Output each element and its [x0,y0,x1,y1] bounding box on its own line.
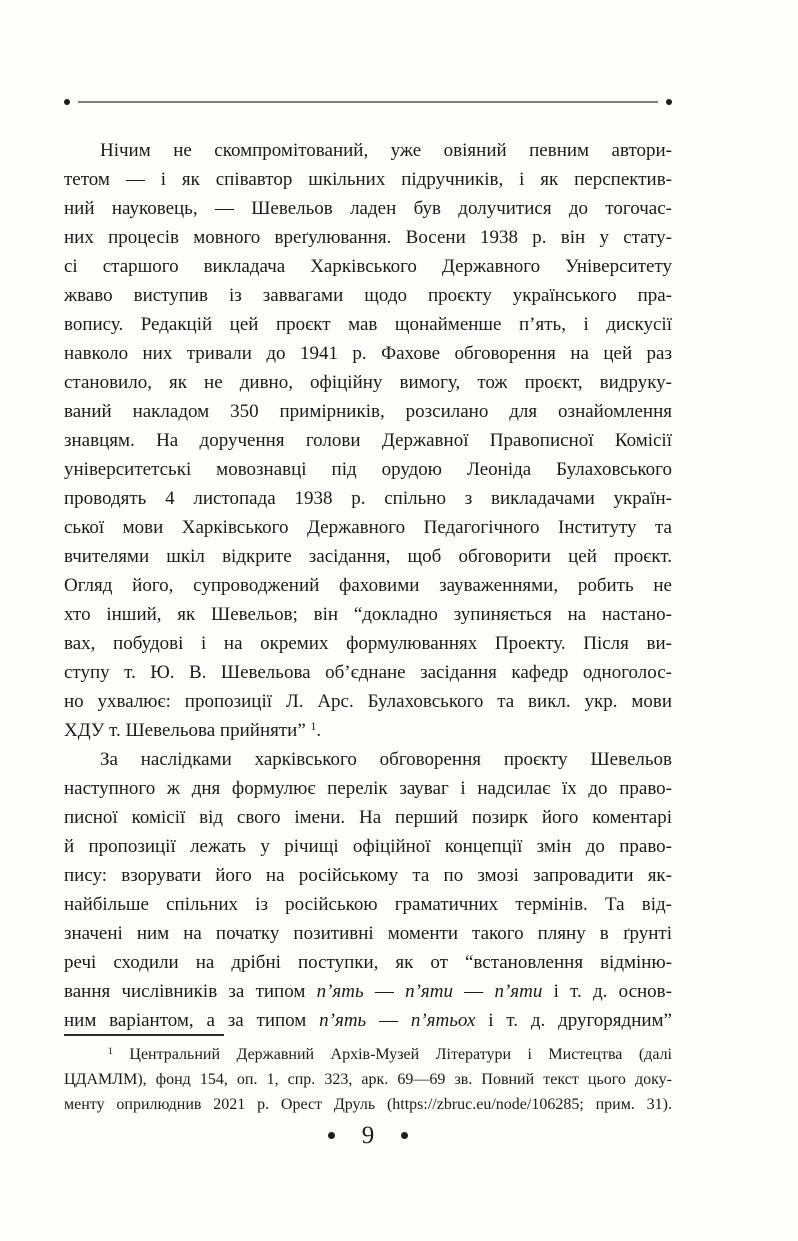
paragraph [64,136,672,745]
text-line [64,368,672,397]
ornament-dot-left [64,99,70,105]
page-footer [64,1118,672,1152]
text-line [64,1042,672,1067]
text-line [64,629,672,658]
body-text [64,136,672,1035]
text-run: речі сходили на дрібні поступки, як от “встановлення відміню- [64,952,672,973]
footnote-text [64,1042,672,1117]
text-run: ЦДАМЛМ), фонд 154, оп. 1, спр. 323, арк. 69—69 зв. Повний текст цього доку- [64,1071,672,1088]
text-run: хто інший, як Шевельов; він “докладно зупиняється на настано- [64,604,672,625]
footnote-ref: 1 [310,719,317,733]
header-ornament [64,99,672,105]
text-run: значені ним на початку позитивні моменти такого пляну в ґрунті [64,923,672,944]
text-run: університетські мовознавці під орудою Леоніда Булаховського [64,459,672,480]
text-run: За наслідками харківського обговорення проєкту Шевельов [100,749,672,770]
text-line [64,484,672,513]
text-run: проводять 4 листопада 1938 р. спільно з викладачами україн- [64,488,672,509]
text-run: Нічим не скомпромітований, уже овіяний певним автори- [100,140,672,161]
text-run: вання числівників за типом [64,981,317,1002]
text-run: п’ятьох [410,1010,476,1031]
text-line [64,861,672,890]
text-run: вах, побудові і на окремих формулюваннях Проекту. Після ви- [64,633,672,654]
text-line [64,977,672,1006]
text-run: і т. д. основ- [542,981,672,1002]
text-line [64,165,672,194]
text-line [64,310,672,339]
text-line [64,194,672,223]
text-run: найбільше спільних із російською граматичних термінів. Та від- [64,894,672,915]
text-run: — [363,981,406,1002]
ornament-rule [78,101,658,103]
text-line [64,571,672,600]
text-run: пису: взорувати його на російському та по змозі запровадити як- [64,865,672,886]
text-run: п’ять [319,1010,367,1031]
page-number-dot-left [328,1132,335,1139]
text-run: — [366,1010,411,1031]
text-line [64,658,672,687]
page-number: 9 [361,1121,375,1149]
text-run: ступу т. Ю. В. Шевельова об’єднане засідання кафедр одноголос- [64,662,672,683]
text-run: Центральний Державний Архів-Музей Літератури і Мистецтва (далі [112,1046,672,1063]
text-run: писної комісії від свого імени. На перший позирк його коментарі [64,807,672,828]
text-run: й пропозиції лежать у річищі офіційної концепції змін до право- [64,836,672,857]
text-line [64,716,672,745]
text-line [64,803,672,832]
text-line [64,774,672,803]
text-line [64,832,672,861]
text-line [64,919,672,948]
text-run: тетом — і як співавтор шкільних підручників, і як перспектив- [64,169,672,190]
text-run: — [453,981,495,1002]
text-line [64,252,672,281]
text-run: п’яти [494,981,543,1002]
text-run: но ухвалює: пропозиції Л. Арс. Булаховського та викл. укр. мови [64,691,672,712]
text-run: ХДУ т. Шевельова прийняти” [64,720,311,741]
text-line [64,1092,672,1117]
text-run: менту оприлюднив 2021 р. Орест Друль (https://zbruc.eu/node/106285; прим. 31). [64,1096,672,1113]
text-line [64,687,672,716]
text-line [64,339,672,368]
paragraph [64,745,672,1035]
page-number-dot-right [401,1132,408,1139]
text-line [64,136,672,165]
text-run: становило, як не дивно, офіційну вимогу, тож проєкт, видруку- [64,372,672,393]
footnote-rule [64,1034,224,1036]
text-run: ваний накладом 350 примірників, розсилано для ознайомлення [64,401,672,422]
footnote [64,1042,672,1117]
text-line [64,455,672,484]
text-run: Огляд його, супроводжений фаховими зауваженнями, робить не [64,575,672,596]
text-line [64,281,672,310]
text-run: них процесів мовного вреґулювання. Восени 1938 р. він у стату- [64,227,672,248]
ornament-dot-right [666,99,672,105]
text-line [64,1006,672,1035]
text-line [64,223,672,252]
text-run: знавцям. На доручення голови Державної Правописної Комісії [64,430,672,451]
text-line [64,745,672,774]
text-run: п’яти [405,981,453,1002]
text-run: ний науковець, — Шевельов ладен був долучитися до тогочас- [64,198,672,219]
text-run: . [316,720,322,741]
text-run: і т. д. другорядним” [475,1010,672,1031]
text-line [64,948,672,977]
text-line [64,600,672,629]
text-run: вопису. Редакцій цей проєкт мав щонайменше п’ять, і дискусії [64,314,672,335]
text-run: навколо них тривали до 1941 р. Фахове обговорення на цей раз [64,343,672,364]
text-line [64,1067,672,1092]
text-line [64,513,672,542]
text-run: вчителями шкіл відкрите засідання, щоб обговорити цей проєкт. [64,546,672,567]
text-line [64,426,672,455]
text-run: сі старшого викладача Харківського Державного Університету [64,256,672,277]
text-run: ним варіантом, а за типом [64,1010,320,1031]
text-run: жваво виступив із заввагами щодо проєкту українського пра- [64,285,672,306]
text-line [64,890,672,919]
text-run: наступного ж дня формулює перелік зауваг і надсилає їх до право- [64,778,672,799]
text-run: ської мови Харківського Державного Педагогічного Інституту та [64,517,672,538]
text-run: п’ять [316,981,364,1002]
text-line [64,542,672,571]
text-line [64,397,672,426]
footnote-ref: 1 [108,1045,113,1057]
